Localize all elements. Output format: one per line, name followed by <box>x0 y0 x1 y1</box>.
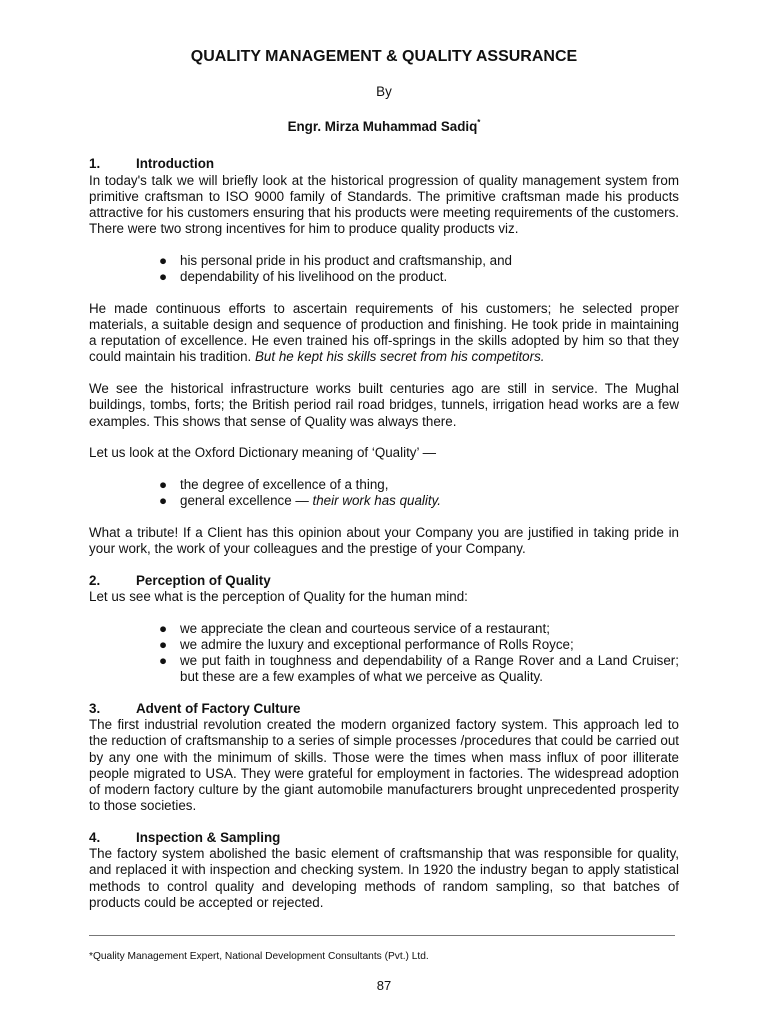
list-item <box>159 476 679 493</box>
list-item-text: we put faith in toughness and dependability of a Range Rover and a Land Cruiser; but these are a few examples of what we perceive as Quality. <box>180 653 679 685</box>
section-heading-inspection <box>89 830 679 846</box>
section-title: Inspection & Sampling <box>136 829 281 845</box>
paragraph: We see the historical infrastructure works built centuries ago are still in service. The Mughal buildings, tombs, forts; the British period rail road bridges, tunnels, irrigation head works are a few examples. This shows that sense of Quality was always there. <box>89 381 679 429</box>
section-title: Introduction <box>136 156 215 172</box>
section-title: Advent of Factory Culture <box>136 700 301 716</box>
paragraph: The first industrial revolution created the modern organized factory system. This approach led to the reduction of craftsmanship to a series of simple processes /procedures that could be carried out by any one with the minimum of skills. Those were the times when mass influx of poor illiterate people migrated to USA. They were grateful for employment in factories. The widespread adoption of modern factory culture by the giant automobile manufacturers brought unprecedented prosperity to those societies. <box>89 717 679 814</box>
bullet-icon: ● <box>159 493 168 509</box>
document-title: QUALITY MANAGEMENT & QUALITY ASSURANCE <box>190 48 578 65</box>
list-item-text: we admire the luxury and exceptional performance of Rolls Royce; <box>180 636 574 652</box>
section-heading-factory-culture <box>89 701 679 717</box>
list-item <box>159 252 679 269</box>
by-line: By <box>376 84 392 99</box>
bullet-list-quality-meaning <box>89 477 679 509</box>
bullet-icon: ● <box>159 476 168 492</box>
paragraph-italic-text: But he kept his skills secret from his competitors. <box>255 349 545 365</box>
list-item-text: the degree of excellence of a thing, <box>180 476 389 492</box>
list-item <box>159 636 679 653</box>
author-name: Engr. Mirza Muhammad Sadiq <box>287 119 478 135</box>
footnote: *Quality Management Expert, National Development Consultants (Pvt.) Ltd. <box>89 951 429 962</box>
paragraph: Let us see what is the perception of Quality for the human mind: <box>89 588 468 604</box>
footnote-divider <box>89 935 675 936</box>
bullet-icon: ● <box>159 269 168 285</box>
paragraph: Let us look at the Oxford Dictionary meaning of ‘Quality’ — <box>89 445 437 461</box>
section-number: 3. <box>89 700 101 716</box>
list-item-text: his personal pride in his product and craftsmanship, and <box>180 252 512 268</box>
bullet-icon: ● <box>159 636 168 652</box>
list-item-italic-text: their work has quality. <box>312 493 442 509</box>
section-number: 4. <box>89 829 101 845</box>
section-title: Perception of Quality <box>136 572 271 588</box>
bullet-list-perception <box>89 621 679 686</box>
section-heading-perception <box>89 573 679 589</box>
section-number: 2. <box>89 572 101 588</box>
list-item <box>159 653 679 685</box>
list-item-text: dependability of his livelihood on the product. <box>180 269 448 285</box>
section-heading-introduction <box>89 156 679 172</box>
bullet-icon: ● <box>159 653 168 669</box>
paragraph-text: He made continuous efforts to ascertain requirements of his customers; he selected proper materials, a suitable design and sequence of production and finishing. He took pride in maintaining a reputation of excellence. He even trained his off-springs in the skills adopted by him so that they could maintain his tradition. <box>89 300 679 365</box>
list-item <box>159 620 679 637</box>
list-item <box>159 269 679 285</box>
page-content <box>89 46 679 911</box>
author-line <box>89 119 679 135</box>
bullet-icon: ● <box>159 252 168 268</box>
section-number: 1. <box>89 156 101 172</box>
list-item <box>159 493 679 509</box>
paragraph: The factory system abolished the basic element of craftsmanship that was responsible for quality, and replaced it with inspection and checking system. In 1920 the industry began to apply statistical methods to control quality and developing methods of random sampling, so that batches of products could be accepted or rejected. <box>89 846 679 910</box>
paragraph: What a tribute! If a Client has this opinion about your Company you are justified in taking pride in your work, the work of your colleagues and the prestige of your Company. <box>89 524 679 557</box>
author-footnote-mark: * <box>477 118 481 128</box>
bullet-list-incentives <box>89 253 679 285</box>
paragraph: In today's talk we will briefly look at the historical progression of quality management system from primitive craftsman to ISO 9000 family of Standards. The primitive craftsman made his products attractive for his customers ensuring that his products were meeting requirements of the customers. There were two strong incentives for him to produce quality products viz. <box>89 172 679 237</box>
page-number: 87 <box>376 978 392 993</box>
list-item-text: general excellence — <box>180 493 309 509</box>
paragraph <box>89 301 679 366</box>
list-item-text: we appreciate the clean and courteous service of a restaurant; <box>180 620 550 636</box>
bullet-icon: ● <box>159 620 168 636</box>
